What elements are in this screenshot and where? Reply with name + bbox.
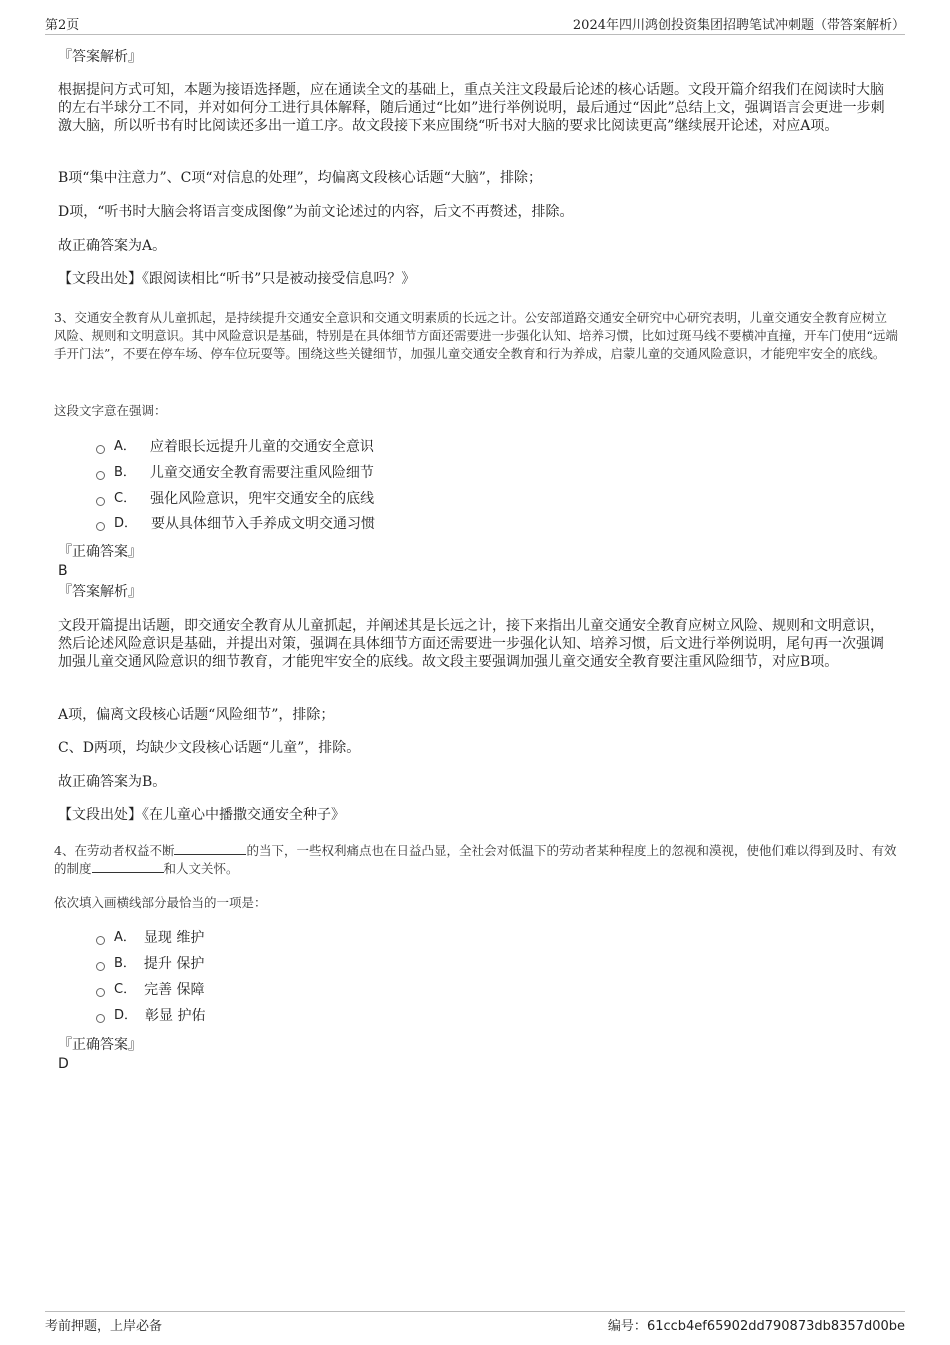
q3-analysis-paragraph-3: C、D两项，均缺少文段核心话题“儿童”，排除。 <box>58 740 361 756</box>
q2-analysis-paragraph-2: B项“集中注意力”、C项“对信息的处理”，均偏离文段核心话题“大脑”，排除； <box>58 170 542 186</box>
radio-icon[interactable] <box>96 445 105 454</box>
option-text: 完善 保障 <box>144 982 205 998</box>
q3-answer-title: 『正确答案』 <box>58 544 142 560</box>
q4-option-b[interactable] <box>96 955 204 973</box>
q4-option-c[interactable] <box>96 981 205 999</box>
q4-option-d[interactable] <box>96 1007 205 1025</box>
option-letter: D． <box>114 1008 138 1023</box>
blank-line-1 <box>174 842 246 855</box>
option-text: 显现 维护 <box>143 930 205 946</box>
option-text: 要从具体细节入手养成文明交通习惯 <box>151 516 376 532</box>
footer-slogan: 考前押题，上岸必备 <box>45 1319 163 1334</box>
q4-stem: 4、在劳动者权益不断 的当下，一些权利痛点也在日益凸显，全社会对低温下的劳动者某种程度上的忽视和漠视，使他们难以得到及时、有效的制度 和人文关怀。 <box>54 843 897 876</box>
option-text: 应着眼长远提升儿童的交通安全意识 <box>149 439 374 455</box>
option-text: 儿童交通安全教育需要注重风险细节 <box>149 465 374 481</box>
q2-analysis-paragraph-3: D项，“听书时大脑会将语言变成图像”为前文论述过的内容，后文不再赘述，排除。 <box>58 204 574 220</box>
radio-icon[interactable] <box>96 1014 105 1023</box>
option-letter: B． <box>114 956 136 971</box>
option-letter: C． <box>114 982 137 997</box>
radio-icon[interactable] <box>96 962 105 971</box>
radio-icon[interactable] <box>96 497 105 506</box>
option-letter: D． <box>114 516 138 531</box>
q3-option-c[interactable] <box>96 490 374 508</box>
q3-analysis-paragraph-2: A项，偏离文段核心话题“风险细节”，排除； <box>58 707 335 723</box>
page-footer <box>45 1311 905 1334</box>
q3-source: 【文段出处】《在儿童心中播撒交通安全种子》 <box>58 807 345 823</box>
option-text: 提升 保护 <box>143 956 205 972</box>
page-header <box>45 14 905 35</box>
document-code: 编号：61ccb4ef65902dd790873db8357d00be <box>607 1319 905 1334</box>
q3-analysis-paragraph-1: 文段开篇提出话题，即交通安全教育从儿童抓起，并阐述其是长远之计，接下来指出儿童交通安全教育应树立风险、规则和文明意识，然后论述风险意识是基础，并提出对策，强调在具体细节方面还需要进一步强化认知、培养习惯，后文进行举例说明，尾句再一次强调加强儿童交通风险意识的细节教育，才能兜牢安全的底线。故文段主要强调加强儿童交通安全教育要注重风险细节，对应B项。 <box>58 618 884 670</box>
q3-analysis-conclusion: 故正确答案为B。 <box>58 774 167 790</box>
q3-option-b[interactable] <box>96 464 374 482</box>
option-letter: C． <box>114 491 137 506</box>
radio-icon[interactable] <box>96 936 105 945</box>
q3-stem: 3、交通安全教育从儿童抓起，是持续提升交通安全意识和交通文明素质的长远之计。公安部道路交通安全研究中心研究表明，儿童交通安全教育应树立风险、规则和文明意识。其中风险意识是基础，特别是在具体细节方面还需要进一步强化认知、培养习惯，比如过斑马线不要横冲直撞，开车门使用“远端手开门法”，不要在停车场、停车位玩耍等。围绕这些关键细节，加强儿童交通安全教育和行为养成，启蒙儿童的交通风险意识，才能兜牢安全的底线。 <box>54 310 898 361</box>
radio-icon[interactable] <box>96 522 105 531</box>
option-letter: B． <box>114 465 136 480</box>
q4-answer-title: 『正确答案』 <box>58 1037 142 1053</box>
radio-icon[interactable] <box>96 988 105 997</box>
q3-prompt: 这段文字意在强调： <box>54 403 167 418</box>
q4-answer: D <box>58 1056 69 1072</box>
q3-option-d[interactable] <box>96 515 375 533</box>
option-letter: A． <box>114 930 136 945</box>
q4-option-a[interactable] <box>96 929 204 947</box>
q2-analysis-paragraph-1: 根据提问方式可知，本题为接语选择题，应在通读全文的基础上，重点关注文段最后论述的核心话题。文段开篇介绍我们在阅读时大脑的左右半球分工不同，并对如何分工进行具体解释，随后通过“比如”进行举例说明，最后通过“因此”总结上文，强调语言会更进一步刺激大脑，所以听书有时比阅读还多出一道工序。故文段接下来应围绕“听书对大脑的要求比阅读更高”继续展开论述，对应A项。 <box>58 82 885 134</box>
q4-prompt: 依次填入画横线部分最恰当的一项是： <box>54 895 267 910</box>
radio-icon[interactable] <box>96 471 105 480</box>
q3-answer: B <box>58 563 68 579</box>
q3-analysis-title: 『答案解析』 <box>58 584 142 600</box>
q2-source: 【文段出处】《跟阅读相比“听书”只是被动接受信息吗？》 <box>58 271 416 287</box>
option-text: 强化风险意识，兜牢交通安全的底线 <box>150 491 375 507</box>
blank-line-2 <box>92 860 164 873</box>
q2-analysis-conclusion: 故正确答案为A。 <box>58 238 167 254</box>
option-letter: A． <box>114 439 136 454</box>
page-number: 第2页 <box>45 18 80 33</box>
option-text: 彰显 护佑 <box>145 1008 206 1024</box>
q2-analysis-title: 『答案解析』 <box>58 49 142 65</box>
document-title: 2024年四川鸿创投资集团招聘笔试冲刺题（带答案解析） <box>572 18 905 33</box>
q3-option-a[interactable] <box>96 438 374 456</box>
